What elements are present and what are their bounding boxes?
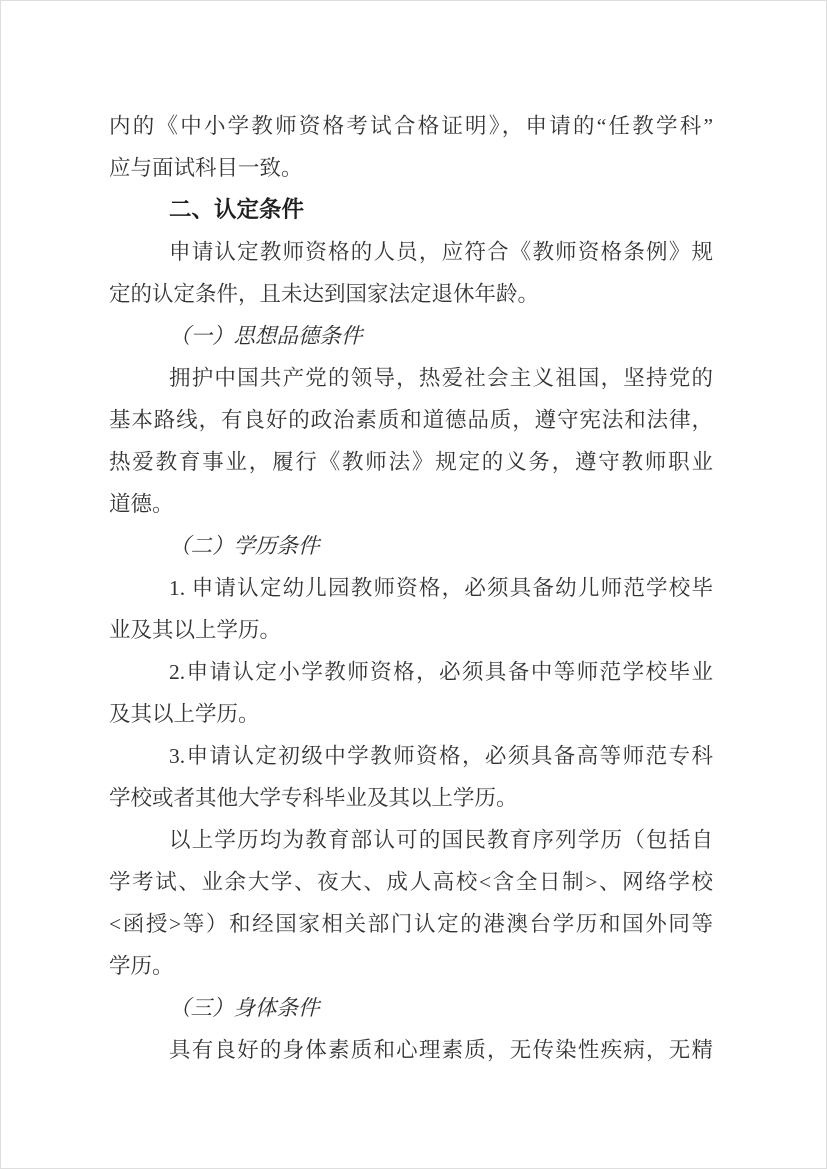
- text-line: 道德。: [109, 492, 174, 516]
- text-line: <函授>等）和经国家相关部门认定的港澳台学历和国外同等: [109, 912, 713, 936]
- subsection-heading-text: （二）学历条件: [169, 534, 320, 558]
- text-line: 学考试、业余大学、夜大、成人高校<含全日制>、网络学校: [109, 870, 713, 894]
- section-heading: [109, 189, 713, 231]
- paragraph: [109, 567, 713, 651]
- subsection-heading-text: （三）身体条件: [169, 996, 320, 1020]
- text-line: 学校或者其他大学专科毕业及其以上学历。: [109, 786, 518, 810]
- paragraph: [109, 1029, 713, 1071]
- subsection-heading: [109, 315, 713, 357]
- subsection-heading-text: （一）思想品德条件: [169, 324, 363, 348]
- paragraph: [109, 231, 713, 315]
- text-line: 1. 申请认定幼儿园教师资格，必须具备幼儿师范学校毕: [169, 576, 713, 600]
- paragraph: [109, 651, 713, 735]
- text-line: 热爱教育事业，履行《教师法》规定的义务，遵守教师职业: [109, 450, 713, 474]
- text-line: 3.申请认定初级中学教师资格，必须具备高等师范专科: [169, 744, 713, 768]
- text-line: 学历。: [109, 954, 174, 978]
- text-line: 业及其以上学历。: [109, 618, 282, 642]
- text-line: 及其以上学历。: [109, 702, 260, 726]
- subsection-heading: [109, 525, 713, 567]
- paragraph: [109, 357, 713, 525]
- text-line: 具有良好的身体素质和心理素质，无传染性疾病，无精: [169, 1038, 713, 1062]
- text-line: 基本路线，有良好的政治素质和道德品质，遵守宪法和法律，: [109, 408, 713, 432]
- text-line: 内的《中小学教师资格考试合格证明》，申请的“任教学科”: [109, 114, 713, 138]
- text-line: 2.申请认定小学教师资格，必须具备中等师范学校毕业: [169, 660, 713, 684]
- paragraph: [109, 735, 713, 819]
- section-heading-text: 二、认定条件: [169, 197, 305, 222]
- subsection-heading: [109, 987, 713, 1029]
- text-line: 以上学历均为教育部认可的国民教育序列学历（包括自: [169, 828, 713, 852]
- text-line: 定的认定条件，且未达到国家法定退休年龄。: [109, 282, 540, 306]
- text-line: 申请认定教师资格的人员，应符合《教师资格条例》规: [169, 240, 713, 264]
- text-line: 应与面试科目一致。: [109, 156, 303, 180]
- paragraph: [109, 819, 713, 987]
- document-text-block: [109, 105, 713, 1071]
- paragraph: [109, 105, 713, 189]
- text-line: 拥护中国共产党的领导，热爱社会主义祖国，坚持党的: [169, 366, 713, 390]
